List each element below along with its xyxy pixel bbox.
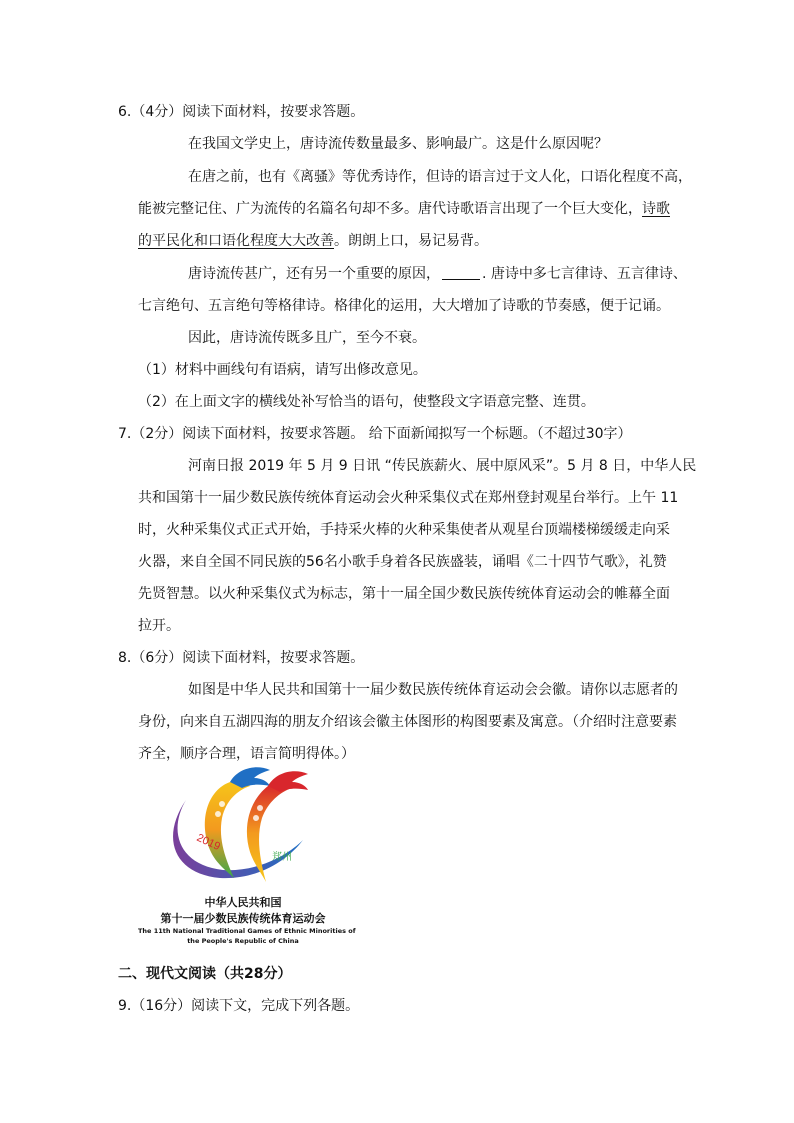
q6-header: 6.（4分）阅读下面材料，按要求答题。 [118, 104, 365, 120]
q6-subquestion-1: （1）材料中画线句有语病，请写出修改意见。 [138, 362, 427, 378]
q7-news-line-2: 共和国第十一届少数民族传统体育运动会火种采集仪式在郑州登封观星台举行。上午 11 [138, 490, 679, 506]
q8-header: 8.（6分）阅读下面材料，按要求答题。 [118, 650, 365, 666]
q6-paragraph-1: 在我国文学史上，唐诗流传数量最多、影响最广。这是什么原因呢？ [188, 136, 608, 152]
q6-fill-blank[interactable] [442, 265, 480, 280]
q6-paragraph-2-line-1: 在唐之前，也有《离骚》等优秀诗作，但诗的语言过于文人化，口语化程度不高， [188, 169, 692, 185]
q6-underlined-sentence-end: 的平民化和口语化程度大大改善 [138, 233, 334, 249]
emblem-caption-cn-2: 第十一届少数民族传统体育运动会 [160, 912, 326, 925]
q8-text-line-3: 齐全，顺序合理，语言简明得体。） [138, 746, 355, 762]
emblem-caption-en-2: the People's Republic of China [187, 937, 299, 945]
emblem-graphic [138, 760, 348, 895]
q6-paragraph-3-rest: . 唐诗中多七言律诗、五言律诗、 [482, 266, 687, 282]
q6-subquestion-2: （2）在上面文字的横线处补写恰当的语句，使整段文字语意完整、连贯。 [138, 394, 595, 410]
q6-paragraph-4: 因此，唐诗流传既多且广，至今不衰。 [188, 330, 426, 346]
q6-underlined-sentence-start: 诗歌 [642, 201, 670, 217]
emblem-city: 郑州 [272, 852, 292, 863]
emblem-year: 2019 [194, 831, 222, 854]
q6-paragraph-3-line-1 [188, 264, 687, 284]
q7-header: 7.（2分）阅读下面材料，按要求答题。 给下面新闻拟写一个标题。（不超过30字） [118, 426, 632, 442]
q6-paragraph-3-line-2: 七言绝句、五言绝句等格律诗。格律化的运用，大大增加了诗歌的节奏感，便于记诵。 [138, 298, 670, 314]
q6-paragraph-2-line-3 [138, 231, 488, 251]
q7-news-line-4: 火器，来自全国不同民族的56名小歌手身着各民族盛装，诵唱《二十四节气歌》，礼赞 [138, 554, 667, 570]
q6-paragraph-2-text: 能被完整记住、广为流传的名篇名句却不多。唐代诗歌语言出现了一个巨大变化， [138, 201, 642, 217]
emblem-caption-cn-1: 中华人民共和国 [204, 896, 282, 909]
q8-text-line-1: 如图是中华人民共和国第十一届少数民族传统体育运动会会徽。请你以志愿者的 [188, 682, 678, 698]
section-2-heading: 二、现代文阅读（共28分） [118, 966, 292, 982]
emblem-caption-en-1: The 11th National Traditional Games of Ethnic Minorities of [138, 927, 356, 935]
q6-paragraph-3-lead: 唐诗流传甚广，还有另一个重要的原因， [188, 266, 440, 282]
q7-news-line-1: 河南日报 2019 年 5 月 9 日讯 “传民族薪火、展中原风采”。5 月 8 日，中华人民 [188, 458, 697, 474]
q9-header: 9.（16分）阅读下文，完成下列各题。 [118, 998, 360, 1014]
games-emblem-image [138, 760, 356, 950]
q6-paragraph-2-tail: 。朗朗上口，易记易背。 [334, 233, 488, 249]
q6-paragraph-2-line-2 [138, 199, 670, 219]
q7-news-line-5: 先贤智慧。以火种采集仪式为标志，第十一届全国少数民族传统体育运动会的帷幕全面 [138, 586, 670, 602]
q8-text-line-2: 身份，向来自五湖四海的朋友介绍该会徽主体图形的构图要素及寓意。（介绍时注意要素 [138, 714, 677, 730]
q7-news-line-6: 拉开。 [138, 618, 180, 634]
q7-news-line-3: 时，火种采集仪式正式开始，手持采火棒的火种采集使者从观星台顶端楼梯缓缓走向采 [138, 522, 670, 538]
